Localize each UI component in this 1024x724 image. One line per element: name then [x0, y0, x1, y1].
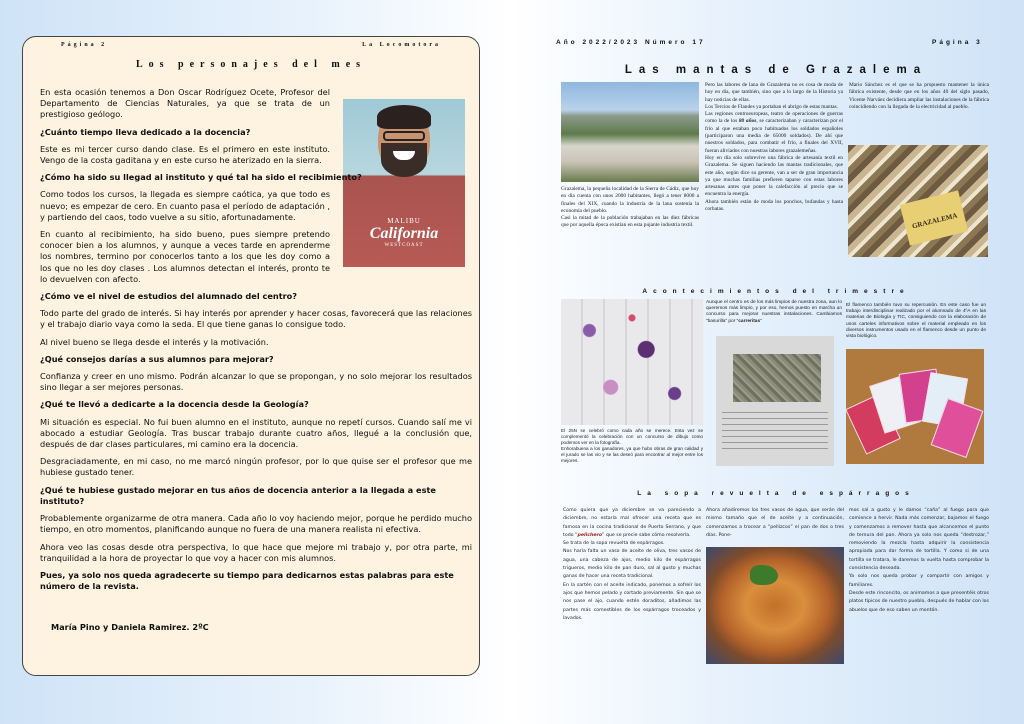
event-25n-p2: Enhorabuena a los ganadores, ya que hubo obras de gran calidad y el jurado se las vio y se las deseó para encontrar al mejor entre los mejores.	[561, 446, 703, 463]
recipe-col3-p2: Ya solo nos queda probar y compartir con amigos y familiares.	[849, 574, 989, 588]
magazine-name: La Locomotora	[362, 42, 441, 48]
event-highlight: carreritas	[738, 318, 761, 324]
years-highlight: 80 años	[738, 118, 757, 125]
text-span: Las regiones centroeuropeas, teatro de operaciones de guerras como la de los	[705, 111, 843, 125]
recipe-column-3	[849, 507, 989, 615]
left-page	[22, 36, 480, 676]
mantas-column-1	[561, 186, 699, 230]
mantas-column-3: Mario Sánchez es el que se ha propuesto mantener la única fábrica existente, desde que en los años 40 del siglo pasado, Vicente Narváez decidiera ampliar las instalaciones de la fábrica coincidiendo con la llegada de la electricidad al pueblo.	[849, 82, 989, 110]
question-4: ¿Qué consejos darías a sus alumnos para mejorar?	[40, 353, 274, 364]
answer-2a: Como todos los cursos, la llegada es siempre caótica, ya que todo es nuevo; es empezar de cero. En cuanto pasa el período de adaptación , y partiendo del caos, todo vuelve a su sitio, afortunadamente.	[40, 189, 330, 222]
interview-body	[40, 87, 472, 598]
event-flamenco-text: El flamenco también tuvo su repercusión. En este caso fue un trabajo interdisciplinar realizado por el alumnado de 4ºA en las materias de Biología y TIC, consiguiendo con la elaboración de unos carteles informativos sobre el material empleado en los diversos instrumentos usado en el flamenco desde un punto de vista biológico.	[846, 303, 986, 340]
mantas-col2-p5: Ahora también están de moda los ponchos, bufandas y hasta corbatas.	[705, 198, 843, 213]
question-1: ¿Cuánto tiempo lleva dedicado a la docencia?	[40, 126, 251, 137]
text-span: Como quiera que ya diciembre se va pareciendo a diciembre, no estaría mal ofrecer una receta que es famosa en la cocina tradicional de Puerto Serrano, y que todo “	[563, 508, 701, 538]
event-cleaning-text	[706, 300, 842, 325]
mantas-title: Las mantas de Grazalema	[624, 64, 928, 76]
answer-2b: En cuanto al recibimiento, ha sido bueno, pues siempre pretendo conocer bien a los alumnos, y aunque a veces tarde en aprenderme los nombres, termino por conocerlos tanto a los que les doy como a los que no les doy clases . Los alumnos detectan el interés, pronto te lo devuelven con afecto.	[40, 229, 330, 284]
interview-title: Los personajes del mes	[135, 59, 367, 70]
event-25n-text	[561, 428, 703, 464]
answer-5b: Desgraciadamente, en mi caso, no me marcó ningún profesor, por lo que quise ser el profesor que me hubiese gustado tener.	[40, 456, 472, 478]
answer-3a: Todo parte del grado de interés. Si hay interés por aprender y hacer cosas, favorecerá que las relaciones y el trabajo diario vaya como la seda. El que tiene ganas lo consigue todo.	[40, 308, 472, 330]
mantas-col2-p4: Hoy en día solo sobrevive una fábrica de artesanía textil en Grazalema. Se siguen haciendo las mantas tradicionales, que este año, según dice su gerente, van a ser de gran importancia ya que muchas familias prefieren taparse con estas labores artesanas antes que poner la calefacción al precio que se encuentra la energía.	[705, 154, 843, 198]
blanket-photo	[848, 145, 988, 257]
text-span: ” que se precie sabe cómo resolverla.	[602, 532, 691, 538]
grazalema-town-photo	[561, 82, 699, 182]
recipe-column-2: Ahora añadiremos los tres vasos de agua, que serán del mismo tamaño que el de aceite y a continuación, comenzamos a trocear a “pellizcos” el pan de dos o tres días. Pone-	[706, 508, 844, 538]
paper-text-lines	[722, 412, 828, 452]
recipe-col1-p4: En la sartén con el aceite indicado, ponemos a sofreír los ajos que hemos pelado y cortado previamente. Sin que se nos pase el ajo, cuando estén doraditos, añadimos las partes más comestibles de los espárragos troceados y lavados.	[563, 582, 701, 621]
issue-info: Año 2022/2023 Número 17	[556, 39, 706, 46]
recipe-col1-p2: Se trata de la sopa revuelta de espárragos.	[563, 541, 665, 547]
flamenco-posters-photo	[846, 349, 984, 464]
recipe-col3-p3: Desde este rinconcito, os animamos a que presentéis otros platos típicos de nuestro pueblo, después de hablar con los abuelos que de eso saben un montón.	[849, 590, 989, 613]
answer-5a: Mi situación es especial. No fui buen alumno en el instituto, aunque no repetí cursos. Cuando salí me vi abocado a estudiar Geología. Tras buscar trabajo durante cuatro años, llegué a la conclusión que, después de dar clases particulares, mi camino era la docencia.	[40, 416, 472, 450]
parsley-garnish	[750, 565, 778, 585]
shirt-bottom-text: WESTCOAST	[384, 243, 424, 248]
answer-1: Este es mi tercer curso dando clase. Es el primero en este instituto. Vengo de la costa gaditana y en este curso he aterizado en la sierra.	[40, 143, 330, 166]
question-2: ¿Cómo ha sido su llegad al instituto y qué tal ha sido el recibimiento?	[40, 172, 362, 183]
25n-drawings-photo	[561, 299, 703, 425]
mantas-col2-p1: Pero las labores de lana de Grazalema no es cosa de moda de hoy en día, que también, sino que a lo largo de la Historia ya hay noticias de ellas.	[705, 82, 843, 103]
mantas-col1-p2: Casi la mitad de la población trabajaban en las diez fábricas que por aquella época existían en esta pujante industria textil.	[561, 215, 699, 229]
recipe-col3-p1: mos sal a gusto y le damos “caña” al fuego para que comience a hervir. Nada más comenzar, bajamos el fuego y comenzamos a remover hasta que alcancemos el punto de ternura del pan. Ahora ya solo nos queda “destrozar,” removiendo la mezcla hasta adquirir la consistencia apropiada para dar forma de tortilla. Y como si de una tortilla se tratara, le daremos la vuelta hasta comprobar la consistencia deseada.	[849, 508, 989, 572]
page-number-left: Página 2	[61, 42, 108, 48]
answer-6a: Probablemente organizarme de otra manera. Cada año lo voy haciendo mejor, porque he perdido mucho tiempo, en otro momentos, planificando aunque no fuera de una manera realista ni efectiva.	[40, 513, 472, 535]
asparagus-soup-photo	[706, 547, 844, 664]
text-span: ”	[760, 318, 762, 324]
shirt-top-text: MALIBU	[387, 217, 421, 225]
authors-signature: María Pino y Daniela Ramirez. 2ºC	[51, 622, 209, 632]
recipe-col1-p3: Nos haría falta un vaso de aceite de oliva, tres vasos de agua, una cabeza de ajos, medio kilo de espárragos trigueros, medio kilo de pan duro, sal al gusto y muchas ganas de hacer una receta tradicional.	[563, 549, 701, 580]
question-6: ¿Qué te hubiese gustado mejorar en tus años de docencia anterior a la llegada a este instituto?	[40, 484, 436, 506]
answer-3b: Al nivel bueno se llega desde el interés y la motivación.	[40, 336, 269, 347]
blanket-label: GRAZALEMA	[900, 190, 968, 245]
paper-picture	[733, 354, 821, 402]
text-span: Aunque el centro es de los más limpios de nuestra zona, aun lo queremos más limpio, y por eso, hemos puesto en marcha un concurso para mejorar nuestras instalaciones. Cambiamos “basurilla” por “	[706, 300, 842, 324]
mantas-column-2	[705, 82, 843, 213]
answer-4: Confianza y creer en uno mismo. Podrán alcanzar lo que se propongan, y no solo mejorar los resultados sino llegar a ser mejores personas.	[40, 371, 472, 393]
question-3: ¿Cómo ve el nivel de estudios del alumnado del centro?	[40, 291, 298, 302]
contest-paper-photo	[716, 336, 834, 466]
mantas-col2-p2: Los Tercios de Flandes ya portaban el abrigo de estas mantas.	[705, 103, 838, 110]
pelichero-highlight: pelichero	[577, 532, 603, 538]
mantas-col1-p1: Grazalema, la pequeña localidad de la Sierra de Cádiz, que hoy en día cuenta con unos 2000 habitantes, llegó a tener 8000 a finales del XIX, cuando la industria de la lana sostenía la economía del pueblo.	[561, 186, 699, 214]
recipe-title: La sopa revuelta de espárragos	[637, 490, 915, 497]
events-title: Acontecimientos del trimestre	[642, 288, 910, 295]
shirt-main-text: California	[369, 225, 439, 242]
intro-paragraph: En esta ocasión tenemos a Don Oscar Rodríguez Ocete, Profesor del Departamento de Ciencias Naturales, ya que se trata de un prestigioso geólogo.	[40, 87, 330, 120]
page-number-right: Página 3	[932, 39, 983, 46]
event-25n-p1: El 25N se celebró como cada año se merece. Esta vez se complementó la celebración con un concurso de dibujo como podemos ver en la fotografía.	[561, 428, 703, 445]
text-span: , se caracterizaban y caracterizan por el frío al que estaban poco habituados los soldados españoles (participaron una media de 65000 soldados). De ahí que nuestros soldados, para combatir el frío, a finales del XVII, fueran aliviados con nuestras labores grazalemeñas.	[705, 118, 844, 154]
question-5: ¿Qué te llevó a dedicarte a la docencia desde la Geología?	[40, 399, 309, 410]
closing-remark: Pues, ya solo nos queda agradecerte su tiempo para dedicarnos estas palabras para este número de la revista.	[40, 569, 454, 592]
recipe-col1-p1	[563, 507, 701, 540]
answer-6b: Ahora veo las cosas desde otra perspectiva, lo que hace que mejore mi trabajo y, por otra parte, mi tranquilidad a la hora de proyectar lo que voy a hacer con mis alumnos.	[40, 541, 472, 563]
recipe-column-1	[563, 507, 701, 623]
mantas-col2-p3	[705, 111, 843, 155]
